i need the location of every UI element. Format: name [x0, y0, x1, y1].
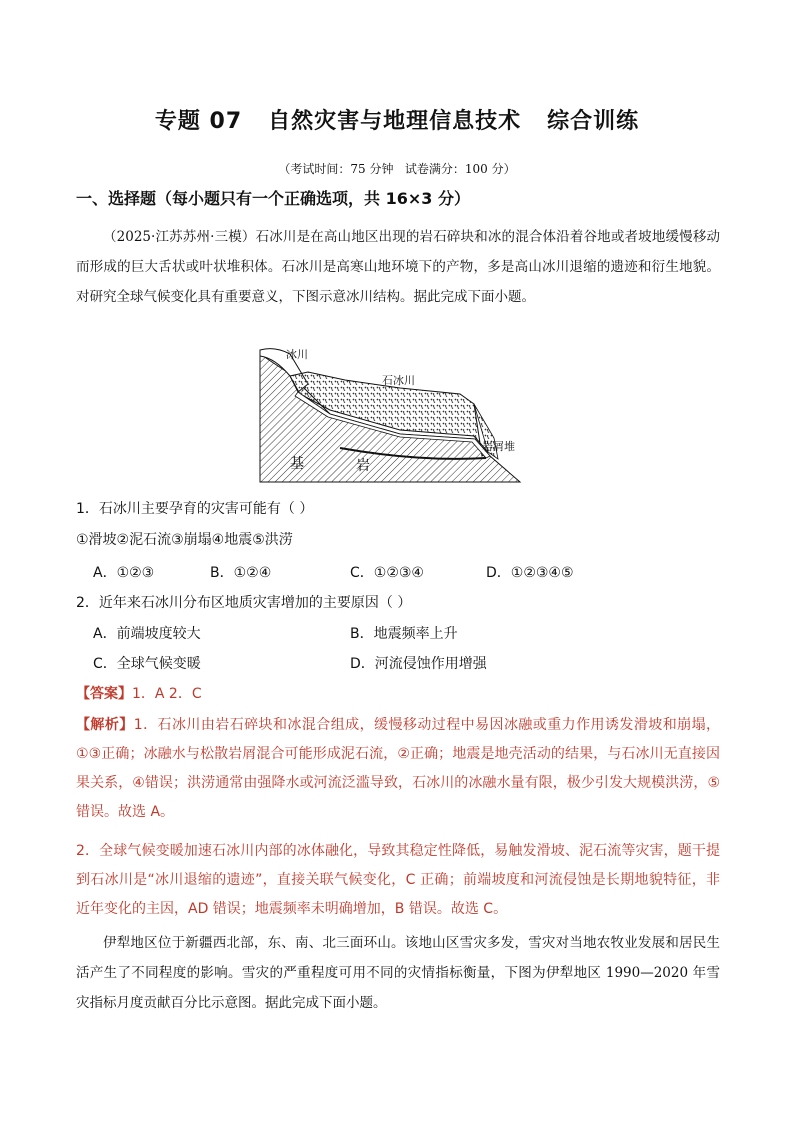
- answer-line: [76, 683, 202, 703]
- analysis-q1: [76, 711, 720, 827]
- analysis-q1-text: 1．石冰川由岩石碎块和冰混合组成，缓慢移动过程中易因冰融或重力作用诱发滑坡和崩塌，①③正确；冰融水与松散岩屑混合可能形成泥石流，②正确；地震是地壳活动的结果，与石冰川无直接因果关系，④错误；洪涝通常由强降水或河流泛滥导致，石冰川的冰融水量有限，极少引发大规模洪涝，⑤错误。故选 A。: [76, 717, 721, 820]
- passage-rock-glacier: （2025·江苏苏州·三模）石冰川是在高山地区出现的岩石碎块和冰的混合体沿着谷地或者坡地缓慢移动而形成的巨大舌状或叶状堆积体。石冰川是高寒山地环境下的产物，多是高山冰川退缩的遗迹和衍生地貌。对研究全球气候变化具有重要意义，下图示意冰川结构。据此完成下面小题。: [76, 229, 720, 305]
- q2-option-d[interactable]: D．河流侵蚀作用增强: [350, 656, 487, 672]
- glacier-structure-figure: [250, 344, 550, 484]
- exam-info: （考试时间：75 分钟 试卷满分：100 分）: [278, 162, 516, 176]
- question-1-items: ①滑坡②泥石流③崩塌④地震⑤洪涝: [76, 532, 293, 548]
- q2-option-c[interactable]: C．全球气候变暖: [93, 656, 201, 672]
- q1-option-d[interactable]: D．①②③④⑤: [486, 565, 574, 581]
- analysis-q2: 2．全球气候变暖加速石冰川内部的冰体融化，导致其稳定性降低，易触发滑坡、泥石流等灾害，题干提到石冰川是“冰川退缩的遗迹”，直接关联气候变化，C 正确；前端坡度和河流侵蚀是长期地貌特征，非近年变化的主因，AD 错误；地震频率未明确增加，B 错误。故选 C。: [76, 843, 720, 917]
- label-glacier: 冰川: [286, 348, 308, 361]
- answer-text: 1．A 2．C: [132, 686, 202, 702]
- q2-option-a[interactable]: A．前端坡度较大: [93, 626, 201, 642]
- question-1-stem: 1．石冰川主要孕育的灾害可能有（ ）: [76, 501, 314, 517]
- q2-option-b[interactable]: B．地震频率上升: [350, 626, 458, 642]
- q1-option-b[interactable]: B．①②④: [210, 565, 272, 581]
- passage-yili-snow: 伊犁地区位于新疆西北部，东、南、北三面环山。该地山区雪灾多发，雪灾对当地农牧业发展和居民生活产生了不同程度的影响。雪灾的严重程度可用不同的灾情指标衡量，下图为伊犁地区 1990—2020 年雪灾指标月度贡献百分比示意图。据此完成下面小题。: [76, 935, 720, 1011]
- section-heading: 一、选择题（每小题只有一个正确选项，共 16×3 分）: [76, 189, 470, 208]
- q1-option-c[interactable]: C．①②③④: [350, 565, 424, 581]
- label-rock-glacier: 石冰川: [382, 374, 415, 387]
- answer-tag: 【答案】: [76, 686, 132, 702]
- q1-option-a[interactable]: A．①②③: [93, 565, 155, 581]
- label-debris-pile: 岩屑堆: [482, 440, 515, 453]
- label-bedrock-1: 基: [290, 456, 304, 472]
- question-2-stem: 2．近年来石冰川分布区地质灾害增加的主要原因（ ）: [76, 595, 412, 611]
- analysis-tag: 【解析】: [76, 717, 134, 733]
- glacier-diagram: [250, 344, 550, 484]
- label-bedrock-2: 岩: [356, 458, 370, 474]
- document-title: 专题 07 自然灾害与地理信息技术 综合训练: [154, 109, 640, 134]
